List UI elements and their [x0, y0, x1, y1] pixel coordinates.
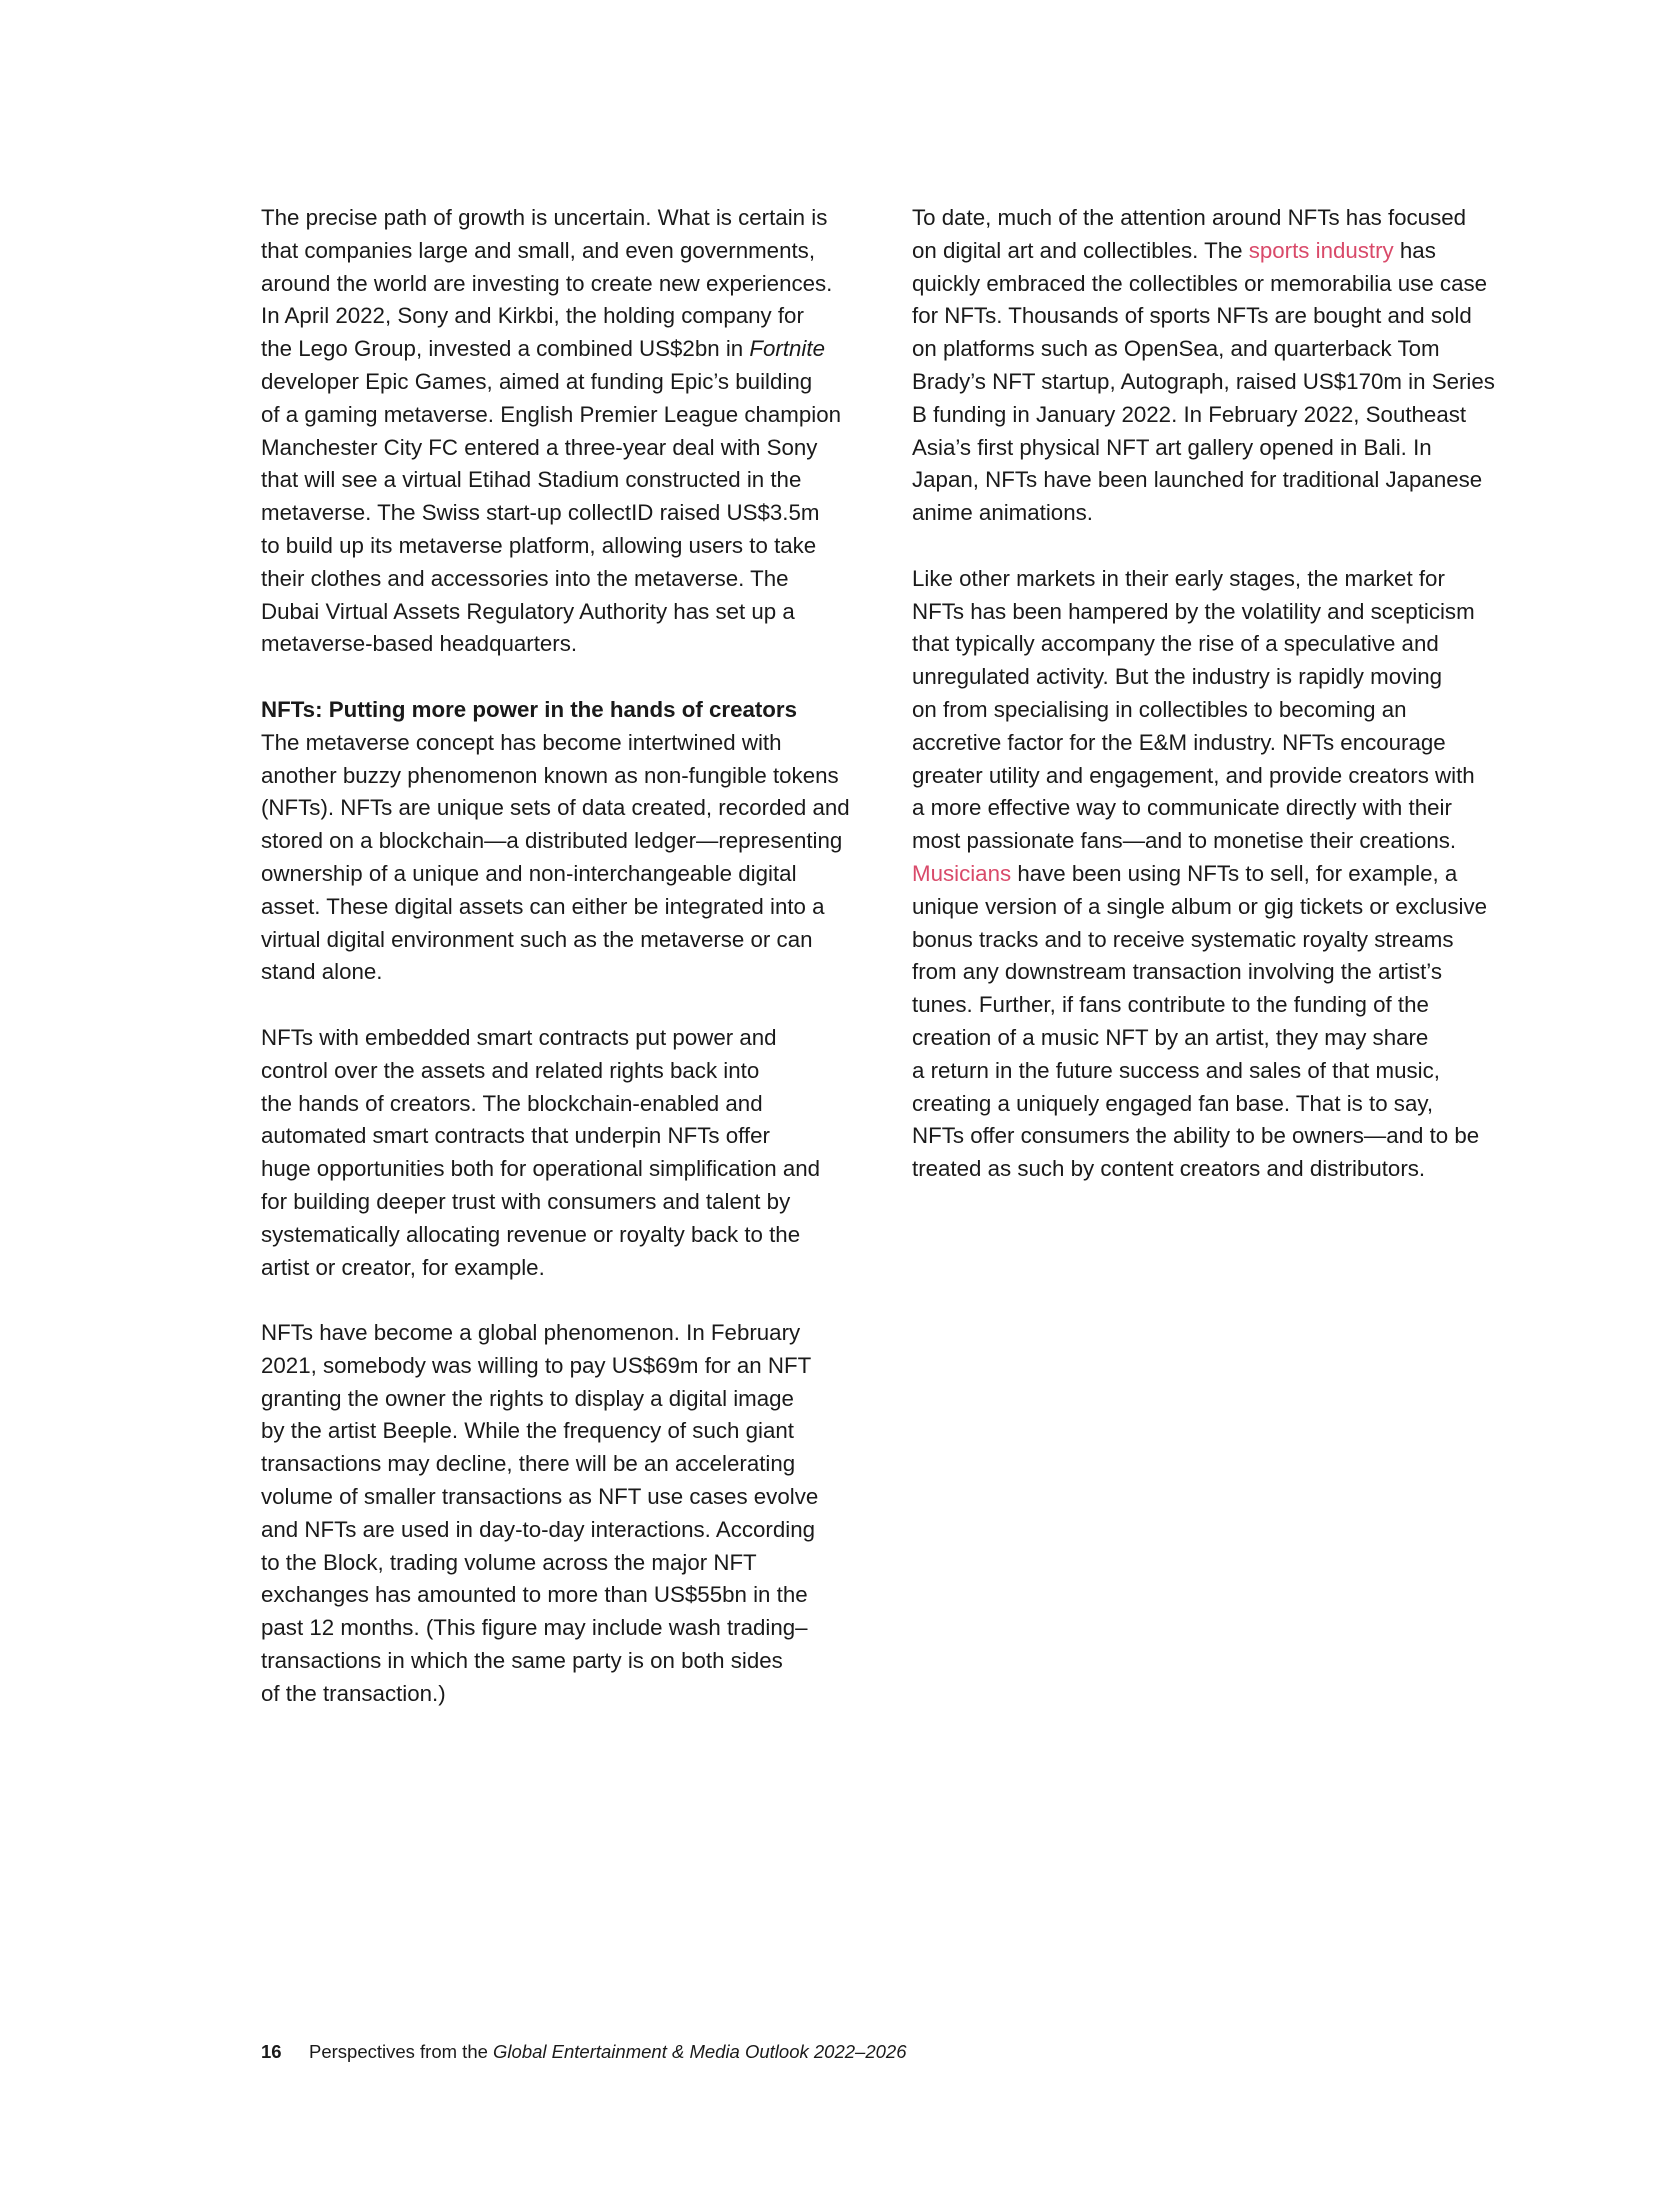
- text-line: that companies large and small, and even governments,: [261, 237, 816, 263]
- text-line: creation of a music NFT by an artist, they may share: [912, 1024, 1429, 1050]
- text-line: to the Block, trading volume across the major NFT: [261, 1549, 757, 1575]
- text-line: tunes. Further, if fans contribute to the funding of the: [912, 992, 1429, 1018]
- text-line: Brady’s NFT startup, Autograph, raised US$170m in Series: [912, 368, 1495, 394]
- text-line: asset. These digital assets can either be integrated into a: [261, 893, 825, 919]
- text-line: virtual digital environment such as the metaverse or can: [261, 926, 813, 952]
- text-line: past 12 months. (This figure may include wash trading–: [261, 1615, 808, 1641]
- text-line: control over the assets and related rights back into: [261, 1057, 760, 1083]
- section-heading: NFTs: Putting more power in the hands of creators: [261, 696, 797, 722]
- text-line: Like other markets in their early stages, the market for: [912, 565, 1445, 591]
- text-line: granting the owner the rights to display a digital image: [261, 1385, 794, 1411]
- text-line: most passionate fans—and to monetise their creations.: [912, 828, 1457, 854]
- text-line: on from specialising in collectibles to becoming an: [912, 696, 1407, 722]
- text-line: metaverse. The Swiss start-up collectID raised US$3.5m: [261, 500, 820, 526]
- text-line: The precise path of growth is uncertain. What is certain is: [261, 205, 828, 230]
- text-line: that will see a virtual Etihad Stadium constructed in the: [261, 467, 802, 493]
- text-line: To date, much of the attention around NFTs has focused: [912, 205, 1467, 230]
- paragraph-global-phenomenon: [261, 1317, 881, 1711]
- text-line: transactions may decline, there will be an accelerating: [261, 1451, 796, 1477]
- text-line: their clothes and accessories into the metaverse. The: [261, 565, 789, 591]
- text-line: greater utility and engagement, and provide creators with: [912, 762, 1475, 788]
- text-line: exchanges has amounted to more than US$55bn in the: [261, 1582, 808, 1608]
- text-line: stand alone.: [261, 959, 383, 985]
- text-line: 2021, somebody was willing to pay US$69m for an NFT: [261, 1352, 812, 1378]
- page-footer: [261, 2040, 906, 2064]
- text-line: systematically allocating revenue or royalty back to the: [261, 1221, 801, 1247]
- text-line: for NFTs. Thousands of sports NFTs are bought and sold: [912, 303, 1472, 329]
- sports-industry-link[interactable]: sports industry: [1248, 237, 1394, 263]
- text-line: creating a uniquely engaged fan base. That is to say,: [912, 1090, 1434, 1116]
- text-line: automated smart contracts that underpin NFTs offer: [261, 1123, 770, 1149]
- text-line: a return in the future success and sales of that music,: [912, 1057, 1440, 1083]
- text-line: NFTs have become a global phenomenon. In February: [261, 1320, 801, 1346]
- text-line: NFTs offer consumers the ability to be owners—and to be: [912, 1123, 1480, 1149]
- text-line: of the transaction.): [261, 1680, 446, 1706]
- text-line: ownership of a unique and non-interchangeable digital: [261, 860, 797, 886]
- text-line: metaverse-based headquarters.: [261, 631, 578, 657]
- musicians-link[interactable]: Musicians: [912, 860, 1012, 886]
- text-line: NFTs has been hampered by the volatility and scepticism: [912, 598, 1475, 624]
- text-line: Dubai Virtual Assets Regulatory Authority has set up a: [261, 598, 795, 624]
- text-line: treated as such by content creators and distributors.: [912, 1156, 1426, 1182]
- text-line: of a gaming metaverse. English Premier League champion: [261, 401, 842, 427]
- text-line: stored on a blockchain—a distributed ledger—representing: [261, 828, 843, 854]
- text-line: a more effective way to communicate directly with their: [912, 795, 1452, 821]
- text-line: to build up its metaverse platform, allowing users to take: [261, 532, 817, 558]
- paragraph-smart-contracts: [261, 1022, 881, 1284]
- text-line: quickly embraced the collectibles or memorabilia use case: [912, 270, 1488, 296]
- text-line: Musicians have been using NFTs to sell, for example, a: [912, 860, 1458, 886]
- text-line: another buzzy phenomenon known as non-fungible tokens: [261, 762, 839, 788]
- page-number: 16: [261, 2041, 282, 2062]
- text-line: Asia’s first physical NFT art gallery opened in Bali. In: [912, 434, 1432, 460]
- paragraph-early-markets: [912, 563, 1532, 1186]
- text-line: Manchester City FC entered a three-year deal with Sony: [261, 434, 818, 460]
- text-line: The metaverse concept has become intertwined with: [261, 729, 782, 755]
- text-line: and NFTs are used in day-to-day interactions. According: [261, 1516, 815, 1542]
- text-line: the hands of creators. The blockchain-enabled and: [261, 1090, 763, 1116]
- paragraph-growth: [261, 202, 881, 661]
- text-line: volume of smaller transactions as NFT use cases evolve: [261, 1484, 819, 1510]
- text-line: unique version of a single album or gig tickets or exclusive: [912, 893, 1488, 919]
- text-line: Japan, NFTs have been launched for traditional Japanese: [912, 467, 1483, 493]
- text-line: artist or creator, for example.: [261, 1254, 545, 1280]
- text-line: accretive factor for the E&M industry. NFTs encourage: [912, 729, 1446, 755]
- text-line: anime animations.: [912, 500, 1093, 526]
- text-line: transactions in which the same party is on both sides: [261, 1648, 783, 1674]
- text-line: (NFTs). NFTs are unique sets of data created, recorded and: [261, 795, 850, 821]
- paragraph-nft-definition: [261, 727, 881, 989]
- text-line: bonus tracks and to receive systematic royalty streams: [912, 926, 1454, 952]
- text-line: on platforms such as OpenSea, and quarterback Tom: [912, 336, 1440, 362]
- text-line: by the artist Beeple. While the frequency of such giant: [261, 1418, 794, 1444]
- text-line: around the world are investing to create new experiences.: [261, 270, 833, 296]
- text-line: on digital art and collectibles. The sports industry has: [912, 237, 1436, 263]
- right-column: [912, 202, 1532, 1186]
- left-column: [261, 202, 881, 1711]
- text-line: NFTs with embedded smart contracts put power and: [261, 1024, 777, 1050]
- text-line: for building deeper trust with consumers and talent by: [261, 1188, 791, 1214]
- footer-prefix: Perspectives from the: [309, 2041, 494, 2062]
- publication-title: Global Entertainment & Media Outlook 2022–2026: [493, 2041, 907, 2062]
- text-line: that typically accompany the rise of a speculative and: [912, 631, 1439, 657]
- paragraph-digital-art: [912, 202, 1532, 530]
- text-line: huge opportunities both for operational simplification and: [261, 1156, 821, 1182]
- text-line: In April 2022, Sony and Kirkbi, the holding company for: [261, 303, 804, 329]
- fortnite-title: Fortnite: [749, 336, 825, 362]
- text-line: from any downstream transaction involving the artist’s: [912, 959, 1442, 985]
- text-line: unregulated activity. But the industry is rapidly moving: [912, 664, 1443, 690]
- text-line: developer Epic Games, aimed at funding Epic’s building: [261, 368, 813, 394]
- text-line: B funding in January 2022. In February 2022, Southeast: [912, 401, 1467, 427]
- text-line: the Lego Group, invested a combined US$2bn in Fortnite: [261, 336, 825, 362]
